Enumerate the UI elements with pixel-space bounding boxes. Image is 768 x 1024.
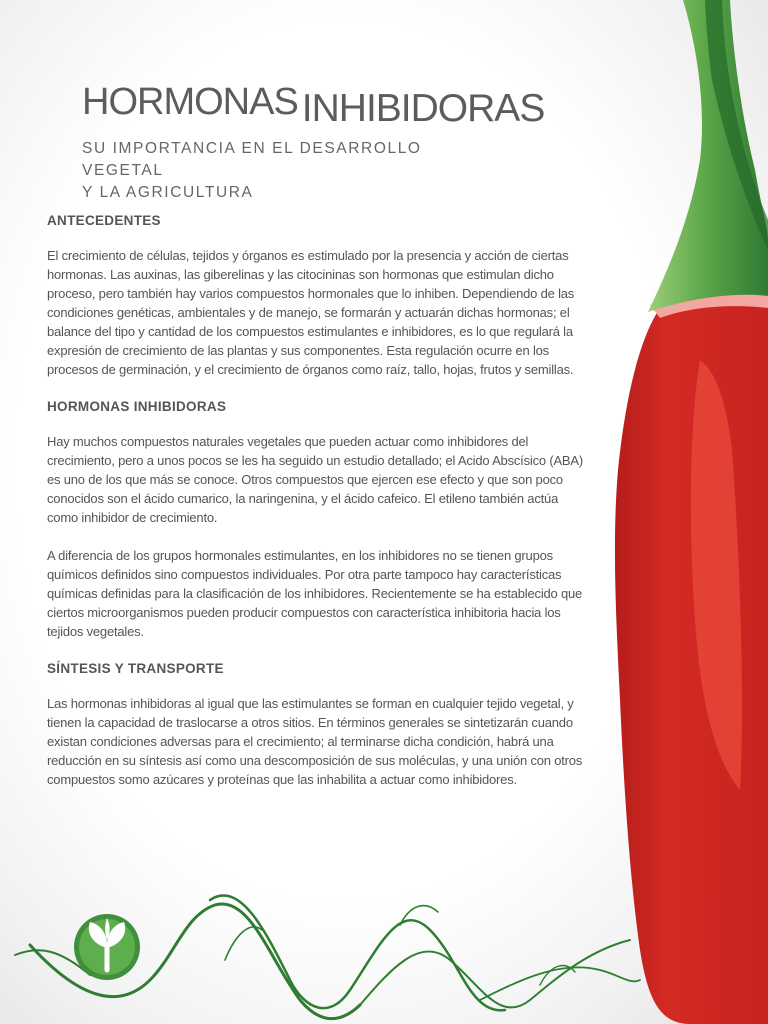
paragraph-sintesis: Las hormonas inhibidoras al igual que las estimulantes se forman en cualquier tejido vegetal, y tienen la capacidad de traslocarse a otros sitios. En términos generales se sintetizarán cuando existan condiciones adversas para el crecimiento; al terminarse dicha condición, habrá una reducción en su síntesis así como una descomposición de sus moléculas, y una unión con otros compuestos somo azúcares y proteínas que las inhabilita a actuar como inhibidores. xyxy=(47,696,583,787)
title-part-2: INHIBIDORAS xyxy=(301,87,545,130)
section-heading-hormonas-inhibidoras: HORMONAS INHIBIDORAS xyxy=(47,399,227,414)
page-subtitle xyxy=(82,138,502,204)
subtitle-line-1: SU IMPORTANCIA EN EL DESARROLLO VEGETAL xyxy=(82,140,422,179)
article-body xyxy=(47,212,583,789)
subtitle-line-2: Y LA AGRICULTURA xyxy=(82,184,254,201)
title-part-1: HORMONAS xyxy=(82,81,298,123)
paragraph-inhibidoras-1: Hay muchos compuestos naturales vegetales que pueden actuar como inhibidores del crecimiento, pero a unos pocos se les ha seguido un estudio detallado; el Acido Abscísico (ABA) es uno de los que más se conoce. Otros compuestos que ejercen ese efecto y que son poco conocidos son el ácido cumarico, la naringenina, y el ácido cafeico. El etileno también actúa como inhibidor de crecimiento. xyxy=(47,434,583,525)
page-title xyxy=(82,81,545,130)
section-heading-antecedentes: ANTECEDENTES xyxy=(47,213,161,228)
paragraph-antecedentes: El crecimiento de células, tejidos y órganos es estimulado por la presencia y acción de ciertas hormonas. Las auxinas, las giberelinas y las citocininas son hormonas que estimulan dicho proceso, pero también hay varios compuestos hormonales que lo inhiben. Dependiendo de las condiciones genéticas, ambientales y de manejo, se formarán y actuarán dichas hormonas; el balance del tipo y cantidad de los compuestos estimulantes e inhibidores, es lo que regulará la expresión de crecimiento de las plantas y sus componentes. Esta regulación ocurre en los procesos de germinación, y el crecimiento de órganos como raíz, tallo, hojas, frutos y semillas. xyxy=(47,248,575,377)
paragraph-inhibidoras-2: A diferencia de los grupos hormonales estimulantes, en los inhibidores no se tienen grupos químicos definidos sino compuestos individuales. Por otra parte tampoco hay características químicas definidas para la clasificación de los inhibidores. Recientemente se ha establecido que ciertos microorganismos pueden producir compuestos con característica inhibitoria hacia los tejidos vegetales. xyxy=(47,548,583,639)
section-heading-sintesis: SÍNTESIS Y TRANSPORTE xyxy=(47,661,224,676)
